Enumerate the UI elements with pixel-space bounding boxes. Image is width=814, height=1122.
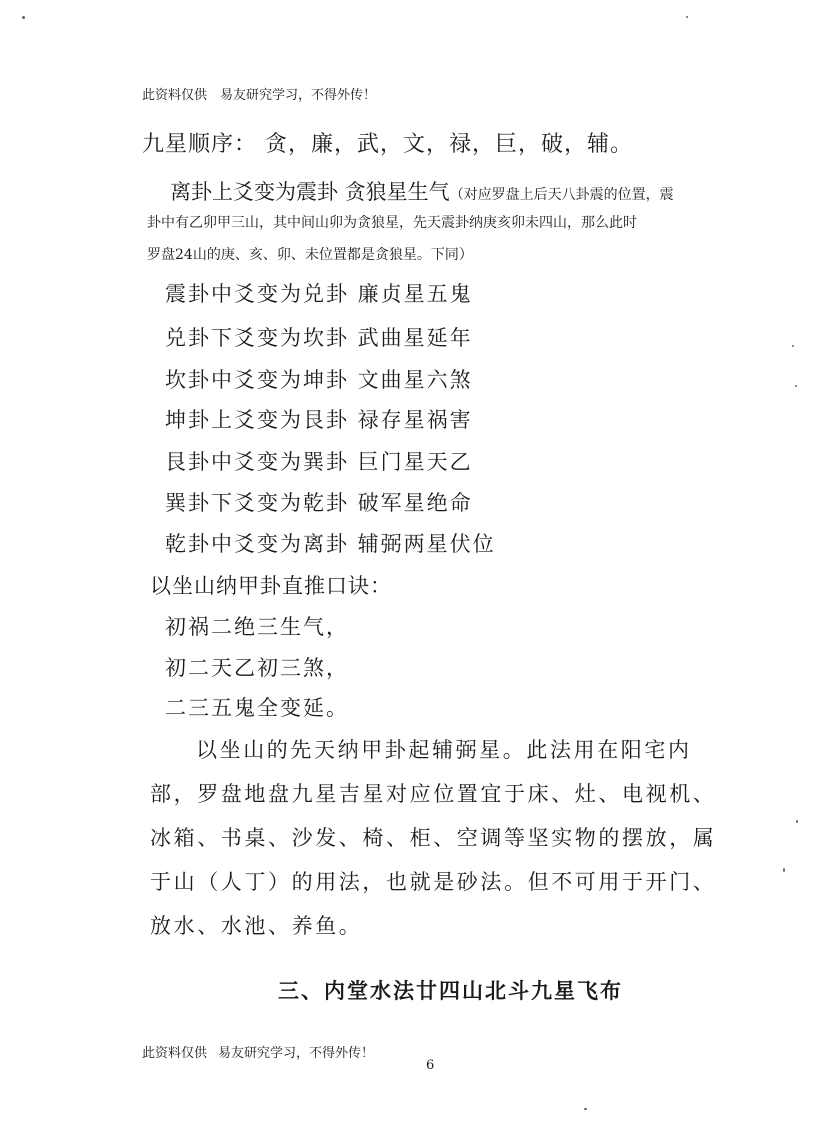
intro-line [170,176,674,206]
header-right: 易友研究学习，不得外传！ [220,88,377,103]
intro-lead: 离卦上爻变为震卦 贪狼星生气 [170,180,450,204]
section-heading: 三、内堂水法廿四山北斗九星飞布 [278,979,623,1003]
page-title: 九星顺序： 贪，廉，武，文，禄，巨，破，辅。 [142,132,633,157]
footer-left: 此资料仅供 [142,1046,208,1061]
footer-right: 易友研究学习，不得外传！ [218,1046,375,1061]
scan-speck [795,385,797,387]
scan-speck [783,868,785,872]
list-item: 震卦中爻变为兑卦 廉贞星五鬼 [165,282,473,306]
page-number: 6 [426,1058,435,1073]
body-paragraph [150,728,725,948]
intro-note-1: （对应罗盘上后天八卦震的位置，震 [449,187,674,203]
list-item: 艮卦中爻变为巽卦 巨门星天乙 [165,450,473,474]
verse-line: 初祸二绝三生气， [165,615,349,639]
header-left: 此资料仅供 [142,88,208,103]
list-item: 乾卦中爻变为离卦 辅弼两星伏位 [165,532,496,556]
scan-speck [584,1108,587,1110]
koujue-title: 以坐山纳甲卦直推口诀： [150,574,392,598]
list-item: 巽卦下爻变为乾卦 破军星绝命 [165,491,473,515]
list-item: 兑卦下爻变为坎卦 武曲星延年 [165,326,473,350]
paragraph-text: 以坐山的先天纳甲卦起辅弼星。此法用在阳宅内部，罗盘地盘九星吉星对应位置宜于床、灶、电视机、冰箱、书桌、沙发、椅、柜、空调等坚实物的摆放，属于山（人丁）的用法，也就是砂法。但不可用于开门、放水、水池、养鱼。 [150,738,717,938]
scan-speck [796,820,798,823]
intro-note-2: 卦中有乙卯甲三山，其中间山卯为贪狼星，先天震卦纳庚亥卯未四山，那么此时 [147,215,637,231]
list-item: 坎卦中爻变为坤卦 文曲星六煞 [165,368,473,392]
list-item: 坤卦上爻变为艮卦 禄存星祸害 [165,408,473,432]
verse-line: 二三五鬼全变延。 [165,696,349,720]
verse-line: 初二天乙初三煞， [165,656,349,680]
intro-note-3: 罗盘24山的庚、亥、卯、未位置都是贪狼星。下同） [147,247,473,263]
scan-speck [792,345,794,347]
scan-speck [22,16,25,19]
scan-speck [686,16,688,18]
